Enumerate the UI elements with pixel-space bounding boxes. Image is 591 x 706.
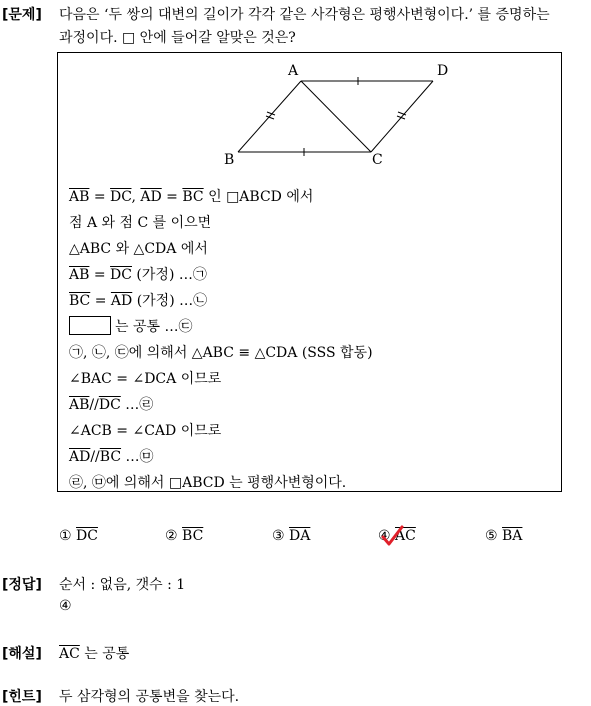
proof-line-2: 점 A 와 점 C 를 이으면 bbox=[69, 215, 212, 231]
choice-4[interactable]: ④ $\overline{AC}$ bbox=[378, 528, 416, 544]
label-A: A bbox=[288, 63, 299, 79]
proof-line-7: ㉠, ㉡, ㉢에 의해서 △ABC ≡ △CDA (SSS 합동) bbox=[69, 345, 373, 361]
answer-line1: 순서 : 없음, 갯수 : 1 bbox=[59, 577, 186, 593]
choice-3[interactable]: ③ $\overline{DA}$ bbox=[272, 528, 311, 544]
seg-ad: $\overline{AD}$ bbox=[140, 189, 162, 205]
checkmark-icon bbox=[380, 525, 404, 547]
label-B: B bbox=[224, 152, 235, 168]
problem-tag: [문제] bbox=[2, 7, 42, 23]
proof-line-9: $\overline{AB}//\overline{DC}$ …㉣ bbox=[69, 397, 154, 413]
label-D: D bbox=[437, 63, 449, 79]
answer-line2: ④ bbox=[59, 598, 72, 614]
explanation-text: $\overline{AC}$ 는 공통 bbox=[59, 646, 130, 662]
choice-5[interactable]: ⑤ $\overline{BA}$ bbox=[485, 528, 523, 544]
proof-line-12: ㉣, ㉤에 의해서 □ABCD 는 평행사변형이다. bbox=[69, 475, 347, 491]
answer-tag: [정답] bbox=[2, 577, 42, 593]
proof-line-4: $\overline{AB} = \overline{DC}$ (가정) …㉠ bbox=[69, 267, 207, 283]
seg-ab: $\overline{AB}$ bbox=[69, 189, 90, 205]
proof-line-5: $\overline{BC} = \overline{AD}$ (가정) …㉡ bbox=[69, 293, 208, 309]
proof-line-10: ∠ACB = ∠CAD 이므로 bbox=[69, 423, 222, 439]
seg-dc: $\overline{DC}$ bbox=[110, 189, 132, 205]
explanation-tag: [해설] bbox=[2, 646, 42, 662]
seg-bc: $\overline{BC}$ bbox=[182, 189, 204, 205]
parallelogram-figure bbox=[220, 60, 460, 172]
proof-line-11: $\overline{AD}//\overline{BC}$ …㉤ bbox=[69, 449, 154, 465]
double-tick-DC-2 bbox=[397, 116, 405, 119]
problem-text-line1: 다음은 ‘두 쌍의 대변의 길이가 각각 같은 사각형은 평행사변형이다.’ 를 증명하는 bbox=[59, 7, 550, 23]
choice-1[interactable]: ① $\overline{DC}$ bbox=[59, 528, 98, 544]
proof-line-8: ∠BAC = ∠DCA 이므로 bbox=[69, 371, 222, 387]
segment-AB bbox=[238, 81, 301, 152]
hint-tag: [힌트] bbox=[2, 689, 42, 705]
segment-DC bbox=[371, 81, 433, 152]
hint-text: 두 삼각형의 공통변을 찾는다. bbox=[59, 689, 240, 705]
proof-line-3: △ABC 와 △CDA 에서 bbox=[69, 241, 208, 257]
proof-line-1: $\overline{AB} = \overline{DC}$, $\overline{AD} = \overline{BC}$ 인 □ABCD 에서 bbox=[69, 189, 314, 205]
choice-2[interactable]: ② $\overline{BC}$ bbox=[165, 528, 204, 544]
problem-text-line2: 과정이다. □ 안에 들어갈 알맞은 것은? bbox=[59, 30, 296, 46]
answer-blank-box bbox=[69, 316, 111, 335]
label-C: C bbox=[372, 152, 383, 168]
proof-line-6: 는 공통 …㉢ bbox=[69, 316, 192, 336]
segment-AC bbox=[301, 81, 371, 152]
